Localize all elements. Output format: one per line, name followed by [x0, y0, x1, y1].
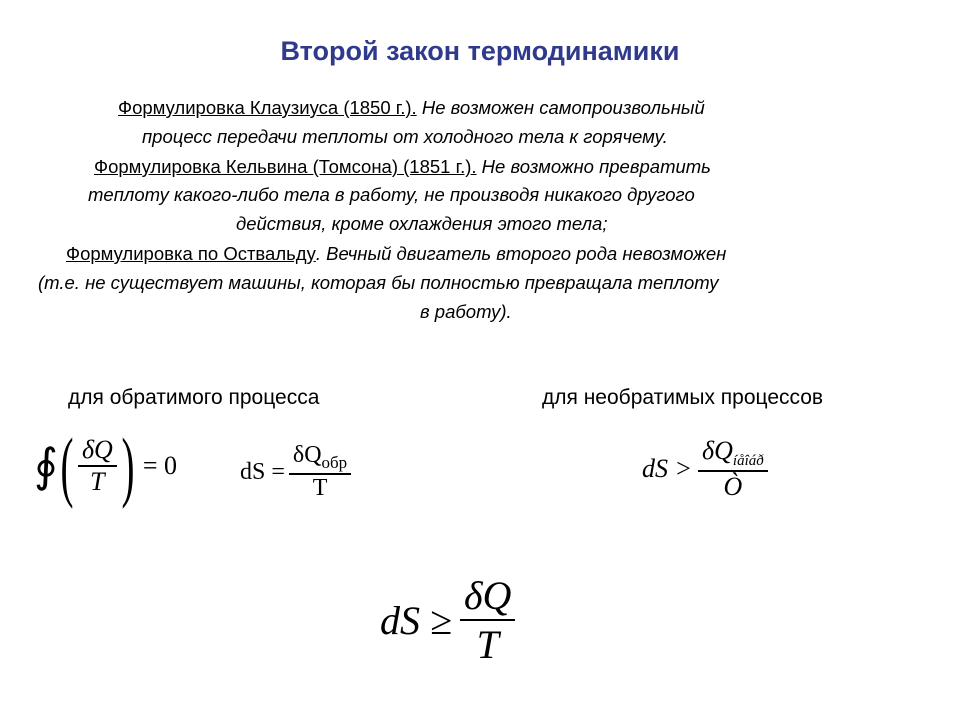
cyclic-rhs: = 0	[142, 451, 177, 480]
irreversible-num-sub: íåîáð	[732, 453, 764, 470]
irreversible-fraction	[698, 436, 768, 502]
irreversible-num-symbol: δQ	[702, 436, 733, 466]
general-lhs: dS ≥	[380, 597, 452, 643]
reversible-num-sub: обр	[321, 453, 348, 473]
ostwald-line-2: (т.е. не существует машины, которая бы полностью превращала теплоту	[38, 272, 719, 293]
ostwald-line-1	[66, 242, 726, 266]
reversible-label: для обратимого процесса	[68, 386, 320, 409]
general-numerator: δQ	[463, 573, 512, 618]
reversible-lhs: dS =	[240, 458, 285, 485]
irreversible-lhs: dS >	[642, 454, 693, 483]
reversible-fraction	[289, 442, 351, 501]
left-paren: (	[60, 422, 74, 509]
cyclic-numerator: δQ	[81, 435, 113, 464]
cyclic-integral-formula	[34, 424, 177, 508]
clausius-line-1	[118, 96, 705, 120]
kelvin-line-3: действия, кроме охлаждения этого тела;	[236, 213, 608, 234]
kelvin-label: Формулировка Кельвина (Томсона) (1851 г.).	[94, 156, 477, 177]
reversible-denominator: T	[312, 474, 328, 501]
irreversible-label: для необратимых процессов	[542, 386, 824, 409]
clausius-text-1: Не возможен самопроизвольный	[416, 97, 705, 118]
irreversible-ds-formula	[642, 424, 768, 514]
slide-title: Второй закон термодинамики	[280, 36, 680, 66]
kelvin-line-2: теплоту какого-либо тела в работу, не производя никакого другого	[88, 184, 695, 205]
irreversible-denominator: Ò	[723, 471, 743, 501]
reversible-numerator	[289, 442, 351, 473]
clausius-label: Формулировка Клаузиуса (1850 г.).	[118, 97, 417, 118]
cyclic-fraction	[78, 435, 117, 497]
general-inequality-formula	[380, 560, 515, 680]
ostwald-line-3: в работу).	[420, 301, 512, 322]
contour-integral-sign: ∮	[34, 440, 58, 491]
general-denominator: T	[476, 622, 499, 667]
irreversible-numerator	[698, 436, 768, 470]
kelvin-text-1: Не возможно превратить	[476, 156, 711, 177]
ostwald-text-1: . Вечный двигатель второго рода невозможен	[315, 243, 727, 264]
right-paren: )	[121, 422, 135, 509]
reversible-ds-formula	[240, 432, 351, 512]
reversible-num-symbol: δQ	[292, 442, 322, 469]
ostwald-label: Формулировка по Оствальду	[66, 243, 316, 264]
clausius-line-2: процесс передачи теплоты от холодного тела к горячему.	[142, 126, 668, 147]
cyclic-denominator: T	[90, 467, 105, 496]
kelvin-line-1	[94, 155, 711, 179]
general-fraction	[460, 572, 515, 668]
